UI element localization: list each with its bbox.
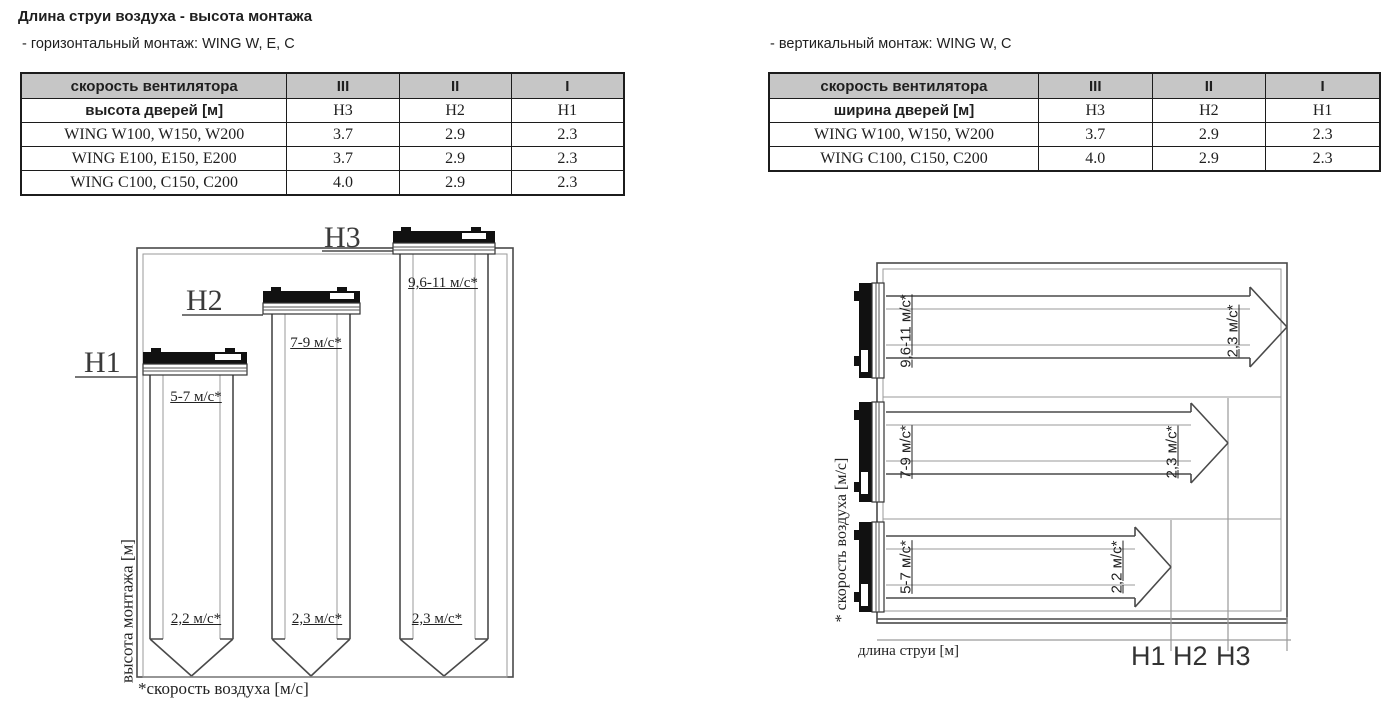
right-x-axis-label: длина струи [м] [858,643,960,659]
cell: 2.3 [1266,147,1380,172]
cell: 4.0 [1038,147,1152,172]
subtitle-vertical-mount: - вертикальный монтаж: WING W, C [770,36,1012,52]
header-cell: скорость вентилятора [769,73,1038,99]
jet-length-label-h1: H1 [1131,641,1166,671]
terminal-speed-label: 2,2 м/с* [170,611,222,627]
cell: 2.3 [511,123,624,147]
header-cell: II [399,73,511,99]
cell: 4.0 [287,171,399,196]
down-jet-arrow [150,375,233,676]
outlet-speed-label: 5-7 м/с* [897,540,915,594]
cell: WING W100, W150, W200 [769,123,1038,147]
subheader-cell: ширина дверей [м] [769,99,1038,123]
mount-height-label-h3: H3 [324,221,361,254]
header-cell: скорость вентилятора [21,73,287,99]
cell: 2.9 [399,147,511,171]
terminal-speed-label: 2,3 м/с* [411,611,463,627]
subheader-cell: H2 [399,99,511,123]
cell: 3.7 [1038,123,1152,147]
cell: WING C100, C150, C200 [769,147,1038,172]
right-jet-arrow [886,527,1171,607]
subtitle-horizontal-mount: - горизонтальный монтаж: WING W, E, C [22,36,295,52]
air-curtain-unit-icon [854,522,884,612]
subheader-cell: H3 [1038,99,1152,123]
header-cell: III [287,73,399,99]
air-curtain-unit-icon [143,348,247,375]
header-cell: III [1038,73,1152,99]
outlet-speed-label: 9,6-11 м/с* [897,294,915,368]
right-y-axis-label: * скорость воздуха [м/с] [833,457,850,623]
left-footnote: *скорость воздуха [м/с] [138,679,309,698]
header-cell: II [1152,73,1266,99]
cell: 2.3 [511,171,624,196]
terminal-speed-label: 2,3 м/с* [1224,304,1242,358]
cell: WING W100, W150, W200 [21,123,287,147]
cell: 3.7 [287,123,399,147]
page-title: Длина струи воздуха - высота монтажа [18,8,313,25]
air-curtain-unit-icon [854,283,884,378]
outlet-speed-label: 7-9 м/с* [290,335,342,351]
cell: 2.3 [511,147,624,171]
outlet-speed-label: 5-7 м/с* [170,389,222,405]
terminal-speed-label: 2,3 м/с* [291,611,343,627]
cell: WING E100, E150, E200 [21,147,287,171]
cell: WING C100, C150, C200 [21,171,287,196]
subheader-cell: H3 [287,99,399,123]
outlet-speed-label: 7-9 м/с* [897,425,915,479]
cell: 2.3 [1266,123,1380,147]
jet-length-label-h3: H3 [1216,641,1251,671]
air-curtain-unit-icon [854,402,884,502]
left-y-axis-label: высота монтажа [м] [117,539,137,683]
outlet-speed-label: 9,6-11 м/с* [408,275,478,291]
cell: 3.7 [287,147,399,171]
mount-height-label-h1: H1 [84,346,121,379]
terminal-speed-label: 2,2 м/с* [1108,540,1126,594]
air-curtain-unit-icon [263,287,360,314]
air-curtain-unit-icon [393,227,495,254]
header-cell: I [511,73,624,99]
subheader-cell: H1 [1266,99,1380,123]
cell: 2.9 [1152,123,1266,147]
cell: 2.9 [1152,147,1266,172]
jet-length-label-h2: H2 [1173,641,1208,671]
mount-height-label-h2: H2 [186,284,223,317]
cell: 2.9 [399,171,511,196]
header-cell: I [1266,73,1380,99]
subheader-cell: высота дверей [м] [21,99,287,123]
subheader-cell: H2 [1152,99,1266,123]
subheader-cell: H1 [511,99,624,123]
terminal-speed-label: 2,3 м/с* [1163,425,1181,479]
cell: 2.9 [399,123,511,147]
